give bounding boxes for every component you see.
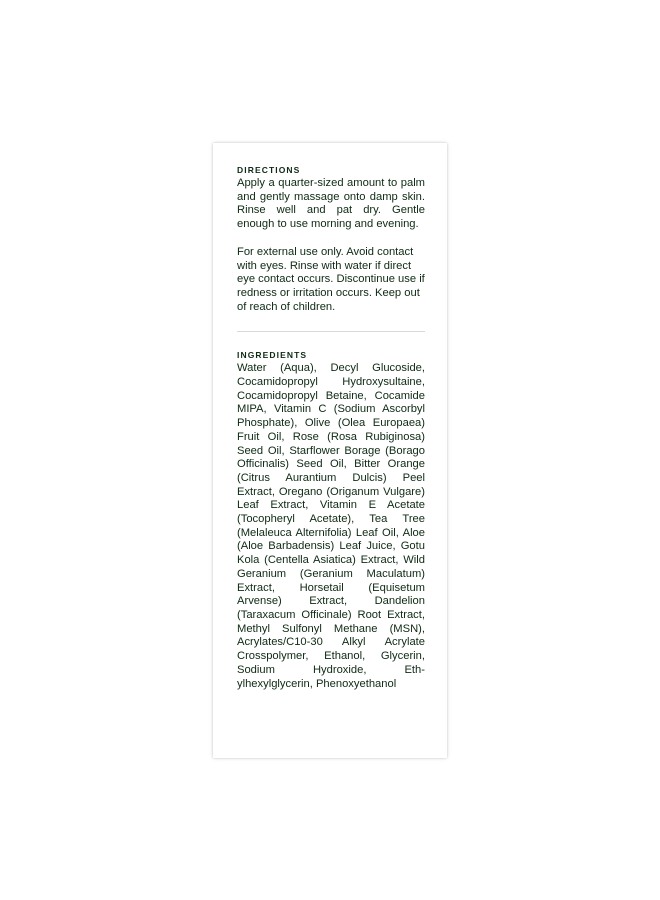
warning-text: For external use only. Avoid contact with eyes. Rinse with water if direct eye contact occurs. Discontinue use if redness or irritation occurs. Keep out of reach of children. — [237, 245, 425, 313]
directions-heading: DIRECTIONS — [237, 165, 301, 175]
product-label-panel — [213, 143, 447, 758]
section-divider — [237, 331, 425, 332]
label-content — [237, 165, 425, 691]
ingredients-heading: INGREDIENTS — [237, 350, 308, 361]
ingredients-text: Water (Aqua), Decyl Glucoside, Cocamidopropyl Hydroxysultaine, Cocamidopropyl Betaine, Cocamide MIPA, Vitamin C (Sodium Ascorbyl Phosphate), Olive (Olea Europaea) Fruit Oil, Rose (Rosa Rubiginosa) Seed Oil, Starflower Borage (Borago Officinalis) Seed Oil, Bitter Orange (Citrus Aurantium Dulcis) Peel Extract, Oregano (Origanum Vulgare) Leaf Extract, Vitamin E Acetate (Tocopheryl Acetate), Tea Tree (Melaleuca Alternifolia) Leaf Oil, Aloe (Aloe Barbadensis) Leaf Juice, Gotu Kola (Centella Asiatica) Extract, Wild Geranium (Geranium Maculatum) Extract, Horsetail (Equisetum Arvense) Extract, Dandelion (Taraxacum Officinale) Root Extract, Methyl Sulfonyl Methane (MSN), Acrylates/C10-30 Alkyl Acrylate Crosspolymer, Ethanol, Glycerin, Sodium Hydroxide, Ethylhexylglycerin, Phenoxyethanol — [237, 362, 425, 690]
directions-text: Apply a quarter-sized amount to palm and gently massage onto damp skin. Rinse well and pat dry. Gentle enough to use morning and evening. — [237, 177, 425, 231]
